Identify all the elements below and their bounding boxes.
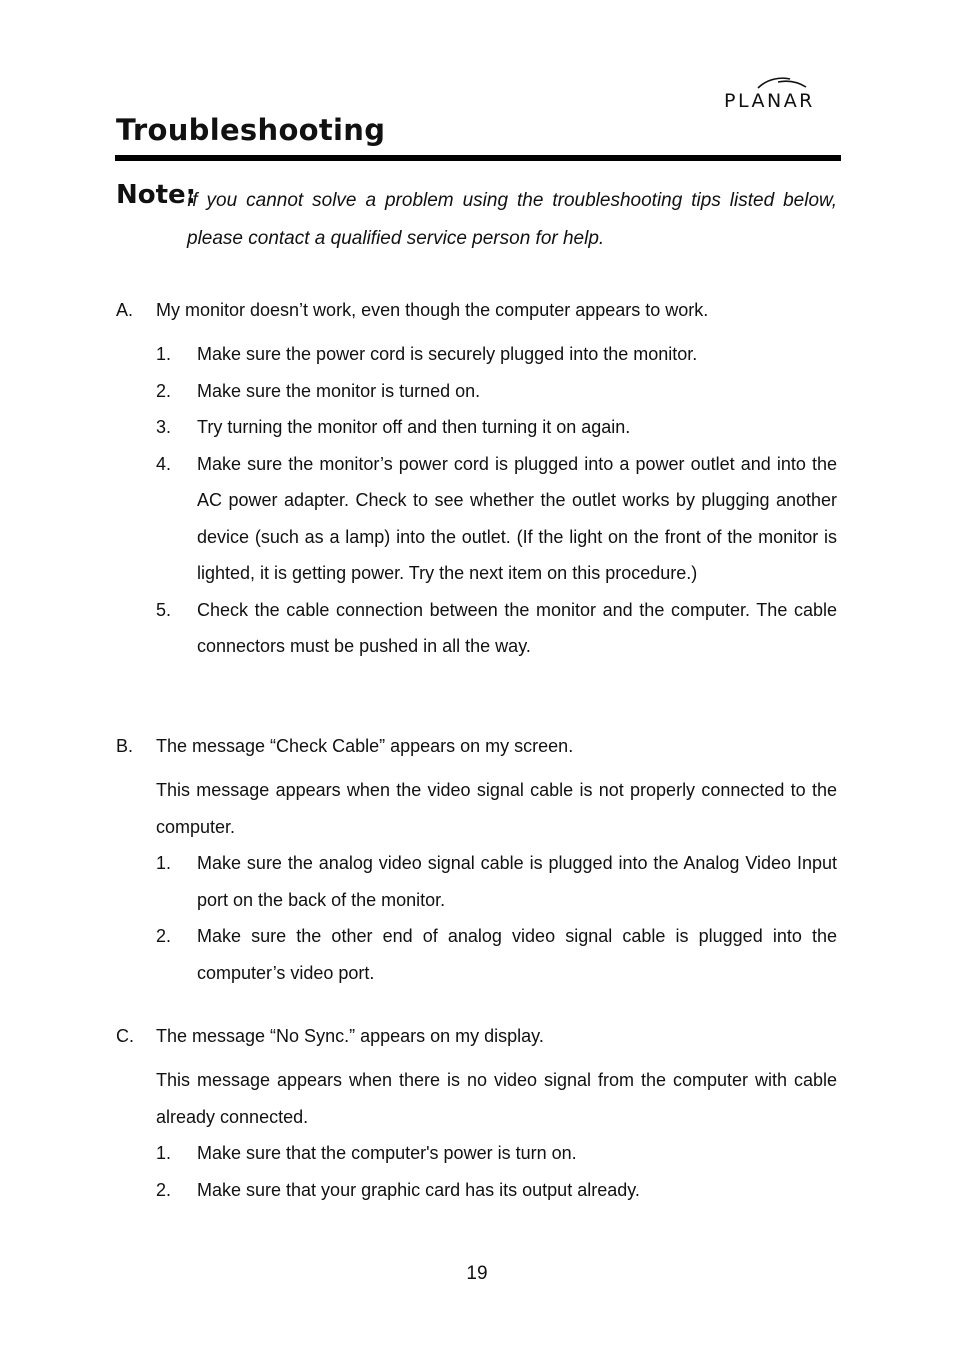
list-item <box>156 446 837 592</box>
list-number: 2. <box>156 380 172 401</box>
section-heading-text: My monitor doesn’t work, even though the computer appears to work. <box>156 300 709 320</box>
list-item <box>156 592 837 665</box>
list-item <box>156 336 837 373</box>
logo-swoosh-icon <box>756 76 808 90</box>
section-a-list <box>116 336 837 665</box>
list-text: Make sure the analog video signal cable is plugged into the Analog Video Input port on the back of the monitor. <box>197 853 837 910</box>
section-heading-text: The message “Check Cable” appears on my screen. <box>156 736 574 756</box>
list-item <box>156 373 837 410</box>
section-heading <box>116 736 837 756</box>
page-number: 19 <box>466 1263 488 1284</box>
list-item <box>156 1135 837 1172</box>
section-b <box>116 736 837 991</box>
title-rule <box>115 155 841 161</box>
list-text: Make sure the monitor is turned on. <box>197 380 481 401</box>
section-paragraph: This message appears when there is no video signal from the computer with cable already connected. <box>156 1070 837 1127</box>
section-letter: B. <box>116 736 134 756</box>
section-c <box>116 1026 837 1208</box>
list-number: 1. <box>156 344 172 364</box>
list-text: Try turning the monitor off and then turning it on again. <box>197 417 631 437</box>
list-item <box>156 1172 837 1209</box>
list-text: Make sure that your graphic card has its output already. <box>197 1179 640 1200</box>
list-text: Check the cable connection between the monitor and the computer. The cable connectors must be pushed in all the way. <box>197 599 837 656</box>
list-number: 3. <box>156 417 172 437</box>
list-number: 4. <box>156 453 172 474</box>
note-text: If you cannot solve a problem using the troubleshooting tips listed below, please contact a qualified service person for help. <box>187 190 837 249</box>
list-text: Make sure the other end of analog video signal cable is plugged into the computer’s video port. <box>197 926 837 983</box>
list-number: 1. <box>156 1143 172 1163</box>
list-number: 5. <box>156 599 172 620</box>
list-text: Make sure that the computer's power is turn on. <box>197 1143 577 1163</box>
section-c-list <box>116 1135 837 1208</box>
list-text: Make sure the power cord is securely plugged into the monitor. <box>197 344 698 364</box>
section-letter: C. <box>116 1026 134 1046</box>
section-heading <box>116 1026 837 1046</box>
logo-wordmark: PLANAR <box>724 90 815 112</box>
list-text: Make sure the monitor’s power cord is plugged into a power outlet and into the AC power adapter. Check to see whether the outlet works by plugging another device (such as a lamp) into the outlet. (If the light on the front of the monitor is lighted, it is getting power. Try the next item on this procedure.) <box>197 453 837 583</box>
planar-logo <box>724 76 840 116</box>
list-item <box>156 918 837 991</box>
list-number: 2. <box>156 1179 172 1200</box>
list-item <box>156 409 837 446</box>
list-number: 1. <box>156 853 172 873</box>
section-heading-text: The message “No Sync.” appears on my display. <box>156 1026 544 1046</box>
page-title: Troubleshooting <box>116 113 386 147</box>
section-a <box>116 300 837 665</box>
section-b-list <box>116 845 837 991</box>
list-number: 2. <box>156 926 172 946</box>
section-letter: A. <box>116 300 134 320</box>
section-paragraph: This message appears when the video signal cable is not properly connected to the computer. <box>156 780 837 837</box>
section-heading <box>116 300 837 320</box>
list-item <box>156 845 837 918</box>
note-label: Note: <box>116 180 197 210</box>
